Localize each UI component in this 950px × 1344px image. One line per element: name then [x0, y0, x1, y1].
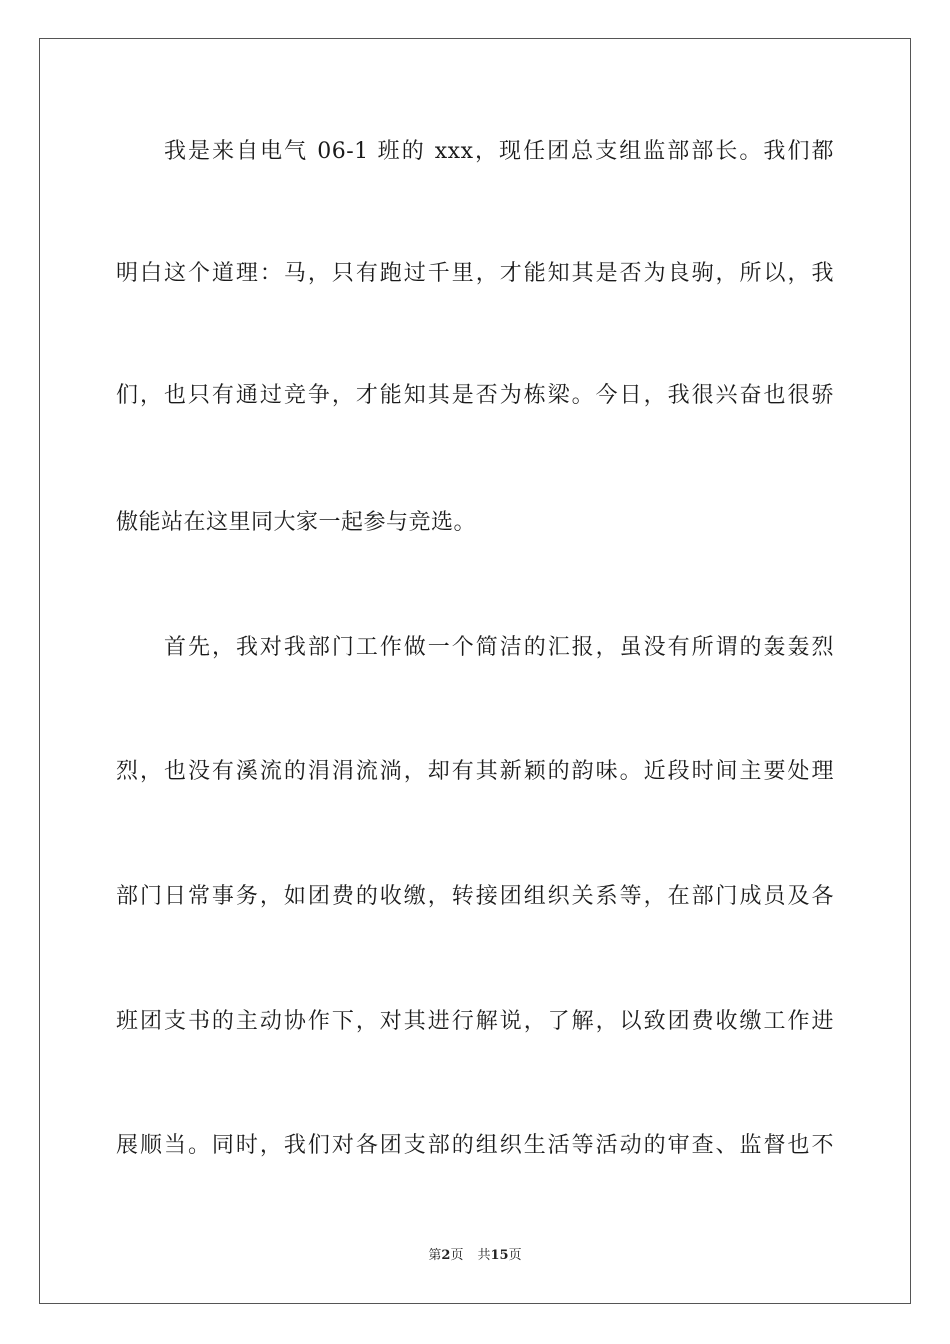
- total-pages: 15: [490, 1248, 509, 1263]
- total-prefix: 共: [477, 1248, 491, 1263]
- page-footer: [0, 1247, 950, 1265]
- paragraph-1-line-1: 我是来自电气 06-1 班的 xxx，现任团总支组监部部长。我们都: [164, 139, 834, 164]
- page-border: [39, 38, 911, 1304]
- paragraph-2-line-2: 烈，也没有溪流的涓涓流淌，却有其新颖的韵味。近段时间主要处理: [116, 759, 834, 784]
- paragraph-1-line-2: 明白这个道理：马，只有跑过千里，才能知其是否为良驹，所以，我: [116, 261, 834, 286]
- total-suffix: 页: [508, 1248, 522, 1263]
- page-prefix: 第: [428, 1248, 442, 1263]
- paragraph-1-line-4: 傲能站在这里同大家一起参与竞选。: [116, 510, 477, 535]
- paragraph-1-line-3: 们，也只有通过竞争，才能知其是否为栋梁。今日，我很兴奋也很骄: [116, 383, 834, 408]
- paragraph-2-line-1: 首先，我对我部门工作做一个简洁的汇报，虽没有所谓的轰轰烈: [164, 635, 834, 660]
- paragraph-2-line-3: 部门日常事务，如团费的收缴，转接团组织关系等，在部门成员及各: [116, 884, 834, 909]
- paragraph-2-line-5: 展顺当。同时，我们对各团支部的组织生活等活动的审查、监督也不: [116, 1133, 834, 1158]
- page-suffix: 页: [450, 1248, 464, 1263]
- paragraph-2-line-4: 班团支书的主动协作下，对其进行解说，了解，以致团费收缴工作进: [116, 1009, 834, 1034]
- page-number: 2: [441, 1248, 451, 1263]
